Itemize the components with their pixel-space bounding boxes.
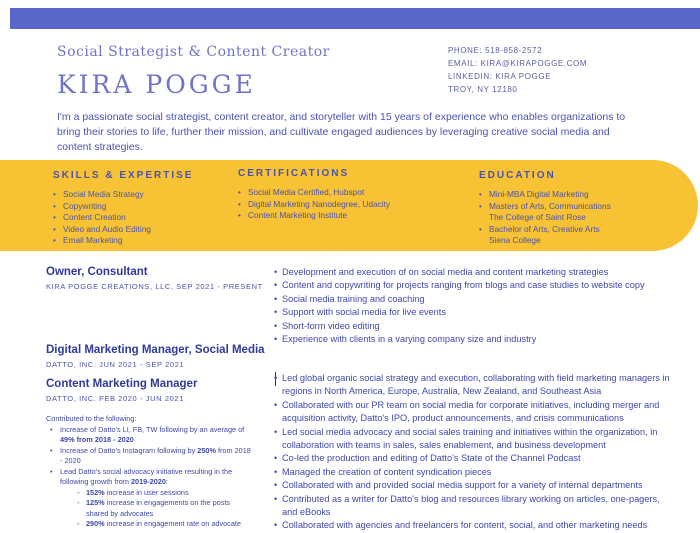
job-digital-marketing-manager (46, 344, 265, 369)
item-emphasis: 250% (197, 445, 216, 455)
skill-item: • Content Creation (53, 212, 193, 224)
item-emphasis: 49% from 2018 - 2020 (60, 435, 134, 444)
resume-role-title: Social Strategist & Content Creator (57, 44, 330, 60)
sub-list-item (60, 488, 251, 499)
list-item: • Short-form video editing (274, 320, 694, 333)
skills-heading: SKILLS & EXPERTISE (53, 170, 194, 181)
resume-name: KIRA POGGE (57, 70, 256, 99)
item-text: Increase of Datto's LI, FB, TW following by an average of (60, 424, 245, 434)
list-item: • Led global organic social strategy and execution, collaborating with field marketing managers in regions in North America, Europe, Australia, New Zealand, and Southeast Asia (274, 372, 672, 399)
list-item: • Social media training and coaching (274, 293, 694, 306)
contact-linkedin: LINKEDIN: KIRA POGGE (448, 72, 552, 81)
certifications-heading: CERTIFICATIONS (238, 168, 350, 179)
job-meta: DATTO, INC. JUN 2021 - SEP 2021 (46, 360, 185, 369)
job-content-marketing-manager (46, 378, 197, 403)
item-text: increase in engagement rate on advocate (104, 519, 241, 528)
list-item: • Development and execution of on social media and content marketing strategies (274, 266, 694, 279)
job-title: Content Marketing Manager (46, 378, 198, 390)
item-text: increase in engagements on the posts shared by advocates (86, 498, 231, 518)
list-item: • Collaborated with and provided social media support for a variety of internal departments (274, 479, 672, 492)
item-text: Lead Datto's social advocacy initiative resulting in the following growth from (60, 466, 233, 486)
contact-location: TROY, NY 12180 (448, 85, 518, 94)
sub-list-item (60, 498, 251, 519)
job-meta: DATTO, INC. FEB 2020 - JUN 2021 (46, 394, 184, 403)
job-content-bullets (274, 372, 672, 533)
education-heading: EDUCATION (479, 170, 556, 181)
list-item (46, 446, 251, 467)
certification-item: • Digital Marketing Nanodegree, Udacity (238, 199, 390, 211)
education-item: • Bachelor of Arts, Creative Arts (479, 224, 611, 236)
job-owner-consultant (46, 266, 263, 291)
certifications-column (238, 170, 390, 222)
education-item: The College of Saint Rose (489, 212, 586, 222)
education-item: • Masters of Arts, Communications (479, 201, 611, 213)
item-text: : (165, 477, 168, 486)
contact-email: EMAIL: KIRA@KIRAPOGGE.COM (448, 59, 588, 68)
contact-block (448, 44, 587, 96)
item-emphasis: 125% (86, 498, 105, 507)
skill-item: • Copywriting (53, 201, 193, 213)
item-emphasis: 152% (86, 487, 105, 497)
list-item: • Co-led the production and editing of Datto's State of the Channel Podcast (274, 452, 672, 465)
list-item: • Content and copywriting for projects ranging from blogs and case studies to website copy (274, 279, 694, 292)
item-text: increase in user sessions (104, 487, 189, 497)
contact-phone: PHONE: 518-858-2572 (448, 46, 543, 55)
list-item: • Managed the creation of content syndication pieces (274, 466, 672, 479)
certification-item: • Content Marketing Institute (238, 210, 390, 222)
skills-column (53, 170, 193, 247)
skill-item: • Social Media Strategy (53, 189, 193, 201)
skill-item: • Video and Audio Editing (53, 224, 193, 236)
list-item: • Contributed as a writer for Datto's blog and resources library working on articles, one-pagers, and eBooks (274, 493, 672, 520)
list-item: • Support with social media for live events (274, 306, 694, 319)
certification-item: • Social Media Certified, Hubspot (238, 187, 390, 199)
skill-item: • Email Marketing (53, 235, 193, 247)
contributions-block (46, 414, 251, 530)
list-item: • Collaborated with agencies and freelancers for content, social, and other marketing needs (274, 519, 672, 532)
education-item: • Mini-MBA Digital Marketing (479, 189, 611, 201)
item-emphasis: 2019-2020 (130, 477, 166, 486)
list-item (46, 425, 251, 446)
item-text: from 2018 - 2020 (60, 445, 251, 465)
job-meta: KIRA POGGE CREATIONS, LLC, SEP 2021 - PRESENT (46, 282, 263, 291)
list-item (46, 467, 251, 530)
summary-paragraph: I'm a passionate social strategist, content creator, and storyteller with 15 years of experience who enables organizations to bring their stories to life, further their mission, and cultivate engaged audiences by leveraging creative social media and content strategies. (57, 111, 626, 153)
item-emphasis: 290% (86, 519, 105, 528)
sub-list-item (60, 519, 251, 530)
education-item: Siena College (489, 235, 541, 245)
header-bar (10, 8, 700, 29)
contributions-intro: Contributed to the following: (46, 414, 137, 423)
list-item: • Collaborated with our PR team on social media for corporate initiatives, including merger and acquisition activity, Datto's IPO, product announcements, and crisis communications (274, 399, 672, 426)
job-title: Owner, Consultant (46, 266, 148, 278)
job-owner-bullets (274, 266, 694, 346)
education-column (479, 170, 611, 247)
list-item: • Experience with clients in a varying company size and industry (274, 333, 694, 346)
list-item: • Led social media advocacy and social sales training and initiatives within the organization, in collaboration with teams in sales, sales enablement, and business development (274, 426, 672, 453)
job-title: Digital Marketing Manager, Social Media (46, 344, 265, 356)
item-text: Increase of Datto's Instagram following by (60, 445, 198, 455)
